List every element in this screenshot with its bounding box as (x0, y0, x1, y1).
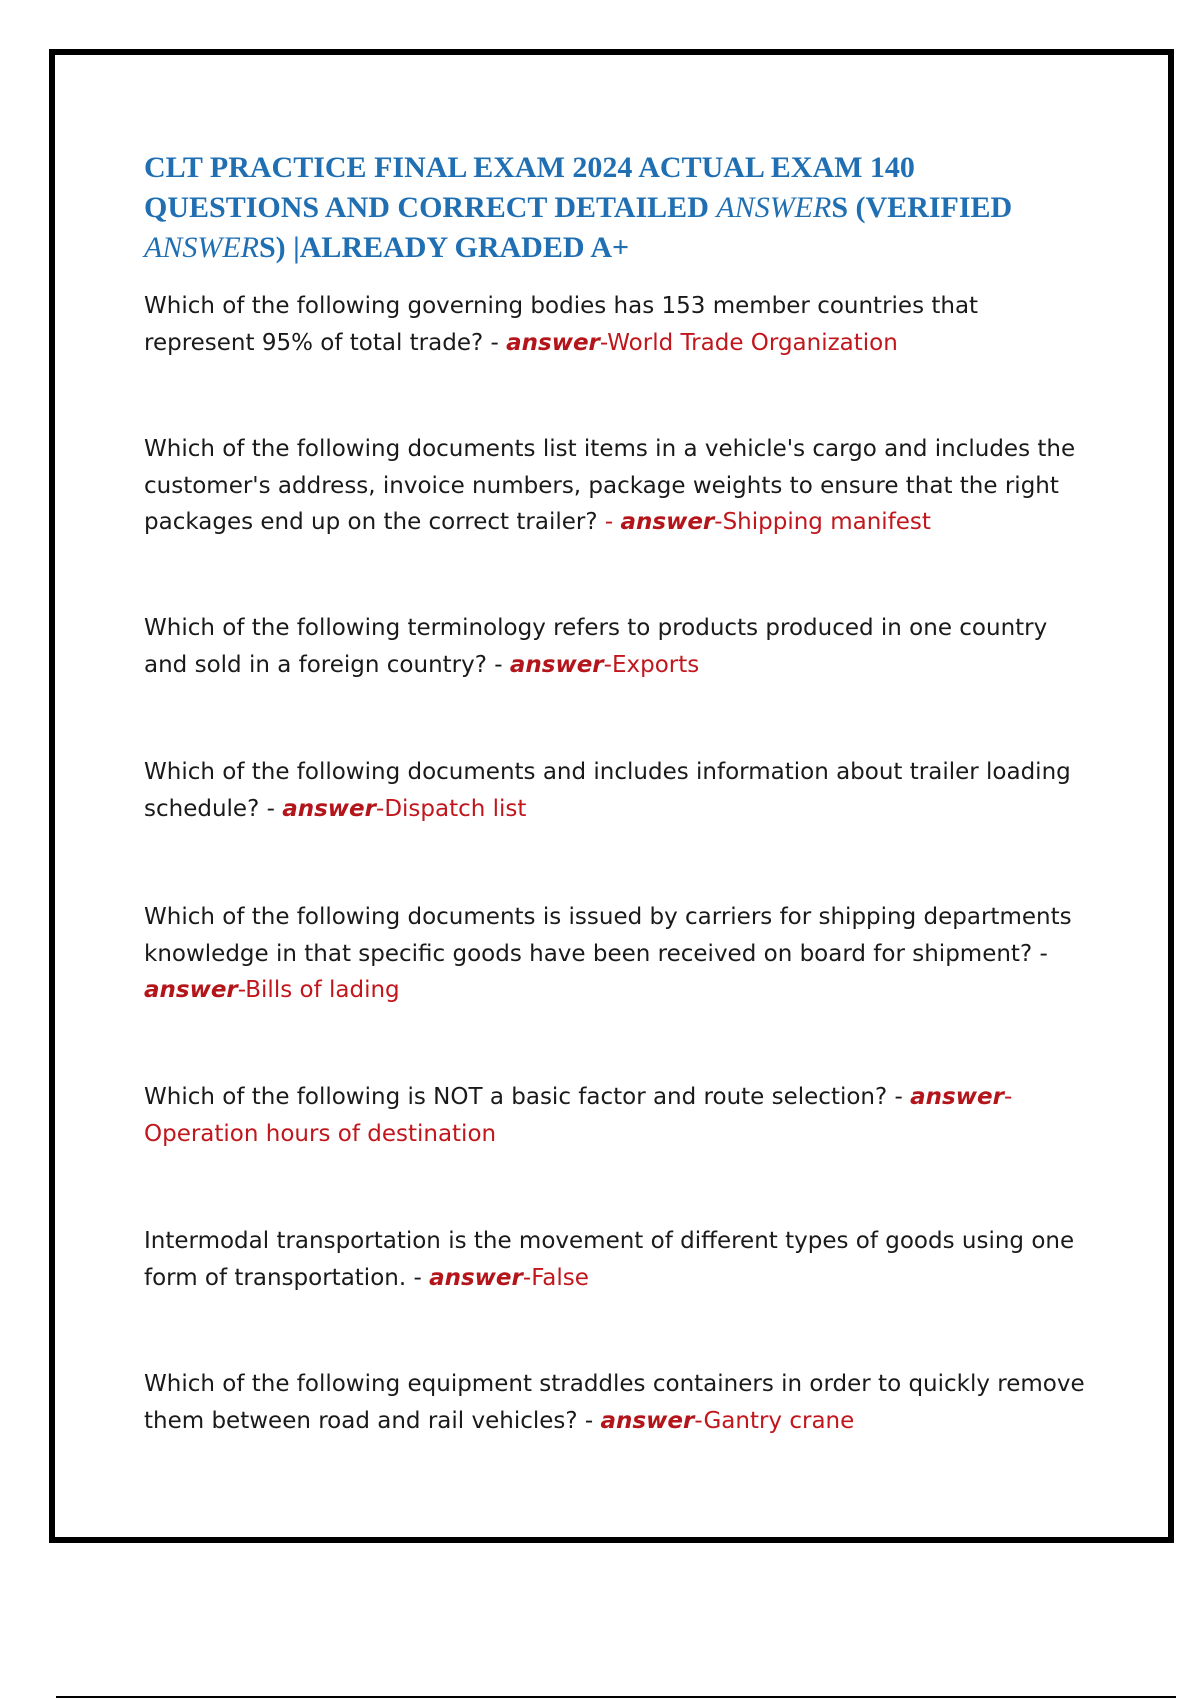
answer-keyword: answer (509, 651, 604, 678)
answer-text: Gantry crane (703, 1407, 855, 1434)
qa-item-8: Which of the following equipment straddles containers in order to quickly remove them between road and rail vehicles? - answer-Gantry crane (144, 1371, 1085, 1434)
answer-text: Dispatch list (384, 795, 527, 822)
question-text: Which of the following documents is issued by carriers for shipping departments knowledge in that specific goods have been received on board for shipment? (144, 904, 1072, 967)
qa-item-4: Which of the following documents and includes information about trailer loading schedule? - answer-Dispatch list (144, 759, 1071, 822)
question-text: Which of the following documents list items in a vehicle's cargo and includes the customer's address, invoice numbers, package weights to ensure that the right packages end up on the correct trailer? (144, 436, 1076, 535)
question-text: Which of the following documents and includes information about trailer loading schedule? (144, 759, 1071, 822)
answer-text: Bills of lading (245, 977, 400, 1003)
question-text: Which of the following governing bodies has 153 member countries that represent 95% of total trade? (144, 293, 979, 356)
qa-item-1: Which of the following governing bodies has 153 member countries that represent 95% of total trade? - answer-World Trade Organization (144, 293, 979, 356)
answer-keyword: answer (620, 509, 715, 535)
question-text: Which of the following equipment straddles containers in order to quickly remove them between road and rail vehicles? (144, 1371, 1085, 1434)
answer-keyword: answer (144, 977, 238, 1003)
document-title: CLT PRACTICE FINAL EXAM 2024 ACTUAL EXAM 140 QUESTIONS AND CORRECT DETAILED ANSWERS (VERIFIED ANSWERS) |ALREADY GRADED A+ (144, 151, 1013, 264)
answer-keyword: answer (910, 1084, 1004, 1110)
answer-text: Operation hours of destination (144, 1120, 497, 1147)
question-text: Intermodal transportation is the movement of different types of goods using one form of transportation. (144, 1228, 1075, 1291)
answer-text: Exports (611, 651, 700, 678)
question-text: Which of the following is NOT a basic factor and route selection? (144, 1084, 888, 1110)
qa-item-3: Which of the following terminology refers to products produced in one country and sold in a foreign country? - answer-Exports (144, 615, 1048, 678)
qa-item-7: Intermodal transportation is the movement of different types of goods using one form of transportation. - answer-False (144, 1228, 1075, 1291)
answer-text: World Trade Organization (607, 329, 898, 356)
qa-item-2: Which of the following documents list items in a vehicle's cargo and includes the customer's address, invoice numbers, package weights to ensure that the right packages end up on the correct trailer? - answer-Shipping manifest (144, 436, 1076, 535)
answer-keyword: answer (600, 1407, 695, 1434)
answer-keyword: answer (282, 795, 376, 822)
answer-text: Shipping manifest (722, 509, 931, 535)
answer-keyword: answer (429, 1264, 523, 1291)
qa-item-6: Which of the following is NOT a basic factor and route selection? - answer- Operation hours of destination (144, 1084, 1013, 1147)
question-text: Which of the following terminology refers to products produced in one country and sold in a foreign country? (144, 615, 1048, 678)
answer-text: False (531, 1264, 589, 1291)
page-break-rule (56, 1696, 1176, 1698)
answer-keyword: answer (506, 329, 600, 356)
qa-item-5: Which of the following documents is issued by carriers for shipping departments knowledge in that specific goods have been received on board for shipment? - answer-Bills of lading (144, 904, 1072, 1003)
